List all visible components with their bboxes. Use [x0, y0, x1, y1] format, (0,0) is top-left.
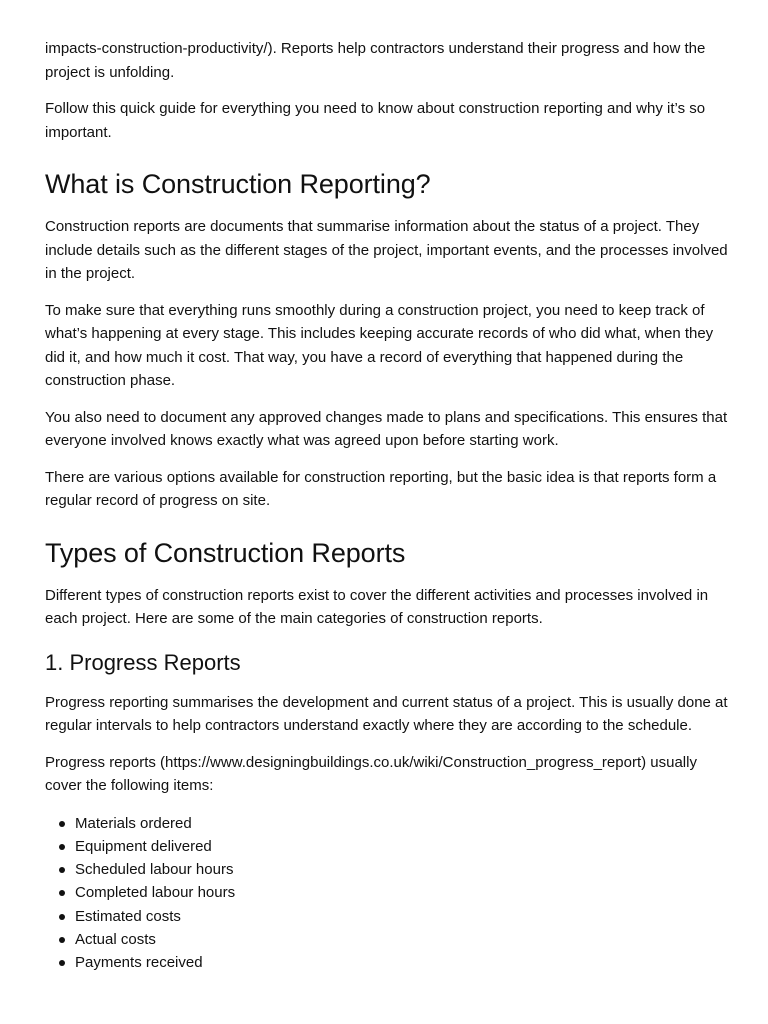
list-item: Equipment delivered [75, 835, 728, 858]
what-paragraph-4: There are various options available for construction reporting, but the basic idea is that reports form a regular record of progress on site. [45, 468, 717, 509]
bullet-icon [59, 821, 65, 827]
bullet-icon [59, 914, 65, 920]
what-paragraph-2: To make sure that everything runs smoothly during a construction project, you need to keep track of what’s happening at every stage. This includes keeping accurate records of who did what, when they did it, and how much it cost. That way, you have a record of everything that happened during the construction phase. [45, 301, 714, 389]
list-item: Estimated costs [75, 905, 728, 928]
list-item: Completed labour hours [75, 881, 728, 904]
list-item: Actual costs [75, 928, 728, 951]
list-item: Materials ordered [75, 812, 728, 835]
bullet-icon [59, 890, 65, 896]
intro-paragraph-1: impacts-construction-productivity/). Reports help contractors understand their progress and how the project is unfolding. [45, 40, 706, 81]
types-paragraph-1: Different types of construction reports exist to cover the different activities and processes involved in each project. Here are some of the main categories of construction reports. [45, 586, 709, 627]
bullet-icon [59, 960, 65, 966]
progress-paragraph-2: Progress reports (https://www.designingbuildings.co.uk/wiki/Construction_progress_report) usually cover the following items: [45, 753, 697, 794]
what-paragraph-3: You also need to document any approved changes made to plans and specifications. This ensures that everyone involved knows exactly what was agreed upon before starting work. [45, 408, 728, 449]
progress-paragraph-1: Progress reporting summarises the development and current status of a project. This is usually done at regular intervals to help contractors understand exactly where they are according to the schedule. [45, 693, 728, 734]
bullet-icon [59, 844, 65, 850]
heading-progress-reports: 1. Progress Reports [45, 649, 241, 675]
list-item: Scheduled labour hours [75, 858, 728, 881]
heading-types-of-construction-reports: Types of Construction Reports [45, 537, 406, 568]
heading-what-is-construction-reporting: What is Construction Reporting? [45, 169, 431, 199]
progress-items-list [45, 812, 728, 975]
what-paragraph-1: Construction reports are documents that summarise information about the status of a project. They include details such as the different stages of the project, important events, and the processes involved in the project. [45, 218, 728, 282]
bullet-icon [59, 937, 65, 943]
bullet-icon [59, 867, 65, 873]
intro-paragraph-2: Follow this quick guide for everything you need to know about construction reporting and why it’s so important. [45, 100, 706, 141]
list-item: Payments received [75, 951, 728, 974]
